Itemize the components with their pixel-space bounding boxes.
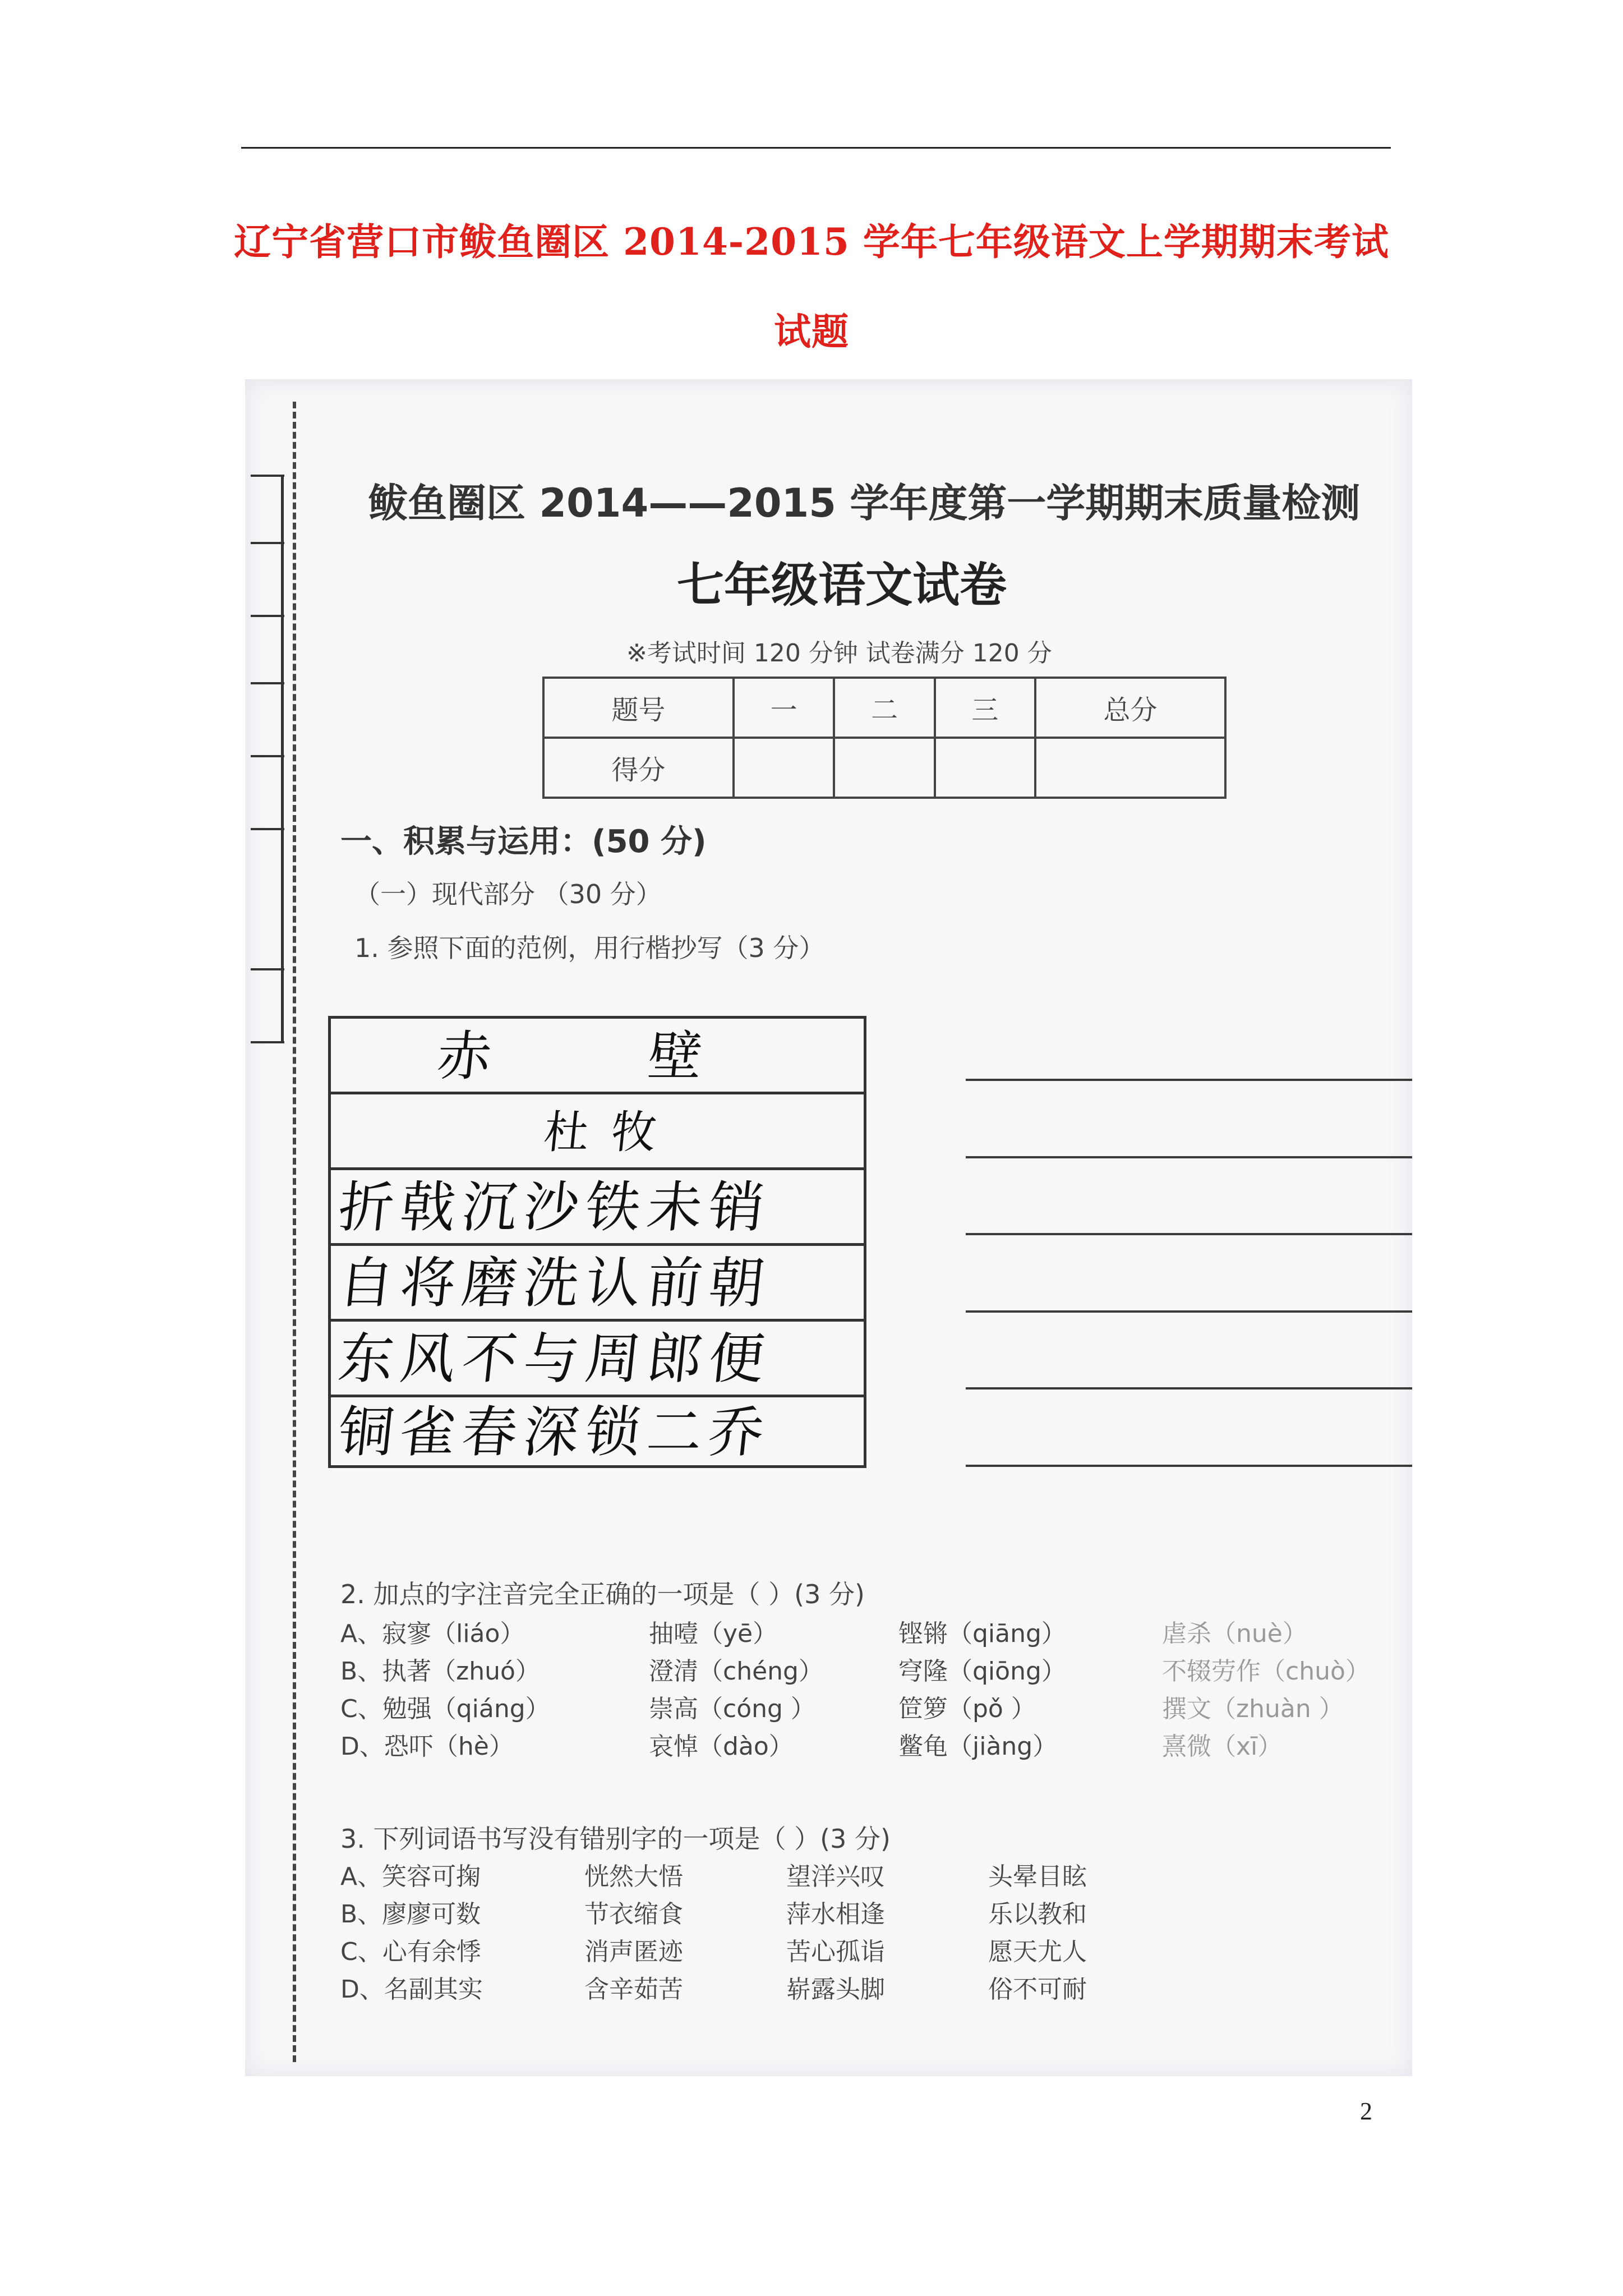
- q2-option-d-1: D、恐吓（hè）: [340, 1732, 514, 1761]
- q2-option-c-3: 笸箩（pǒ ）: [898, 1695, 1036, 1723]
- binding-tick: [251, 1041, 284, 1043]
- writing-line: [966, 1387, 1412, 1389]
- q3-option-a-4: 头晕目眩: [988, 1862, 1087, 1891]
- binding-tick: [251, 828, 284, 830]
- score-header-cell: 题号: [543, 678, 734, 738]
- writing-line: [966, 1079, 1412, 1081]
- q2-option-c-2: 崇高（cóng ）: [649, 1695, 815, 1723]
- binding-tick: [251, 475, 284, 477]
- q2-option-d-3: 鳖龟（jiàng）: [898, 1732, 1058, 1761]
- poem-line: 东风不与周郎便: [331, 1322, 864, 1397]
- q2-option-b-3: 穹隆（qiōng）: [898, 1657, 1066, 1686]
- q3-option-d-1: D、名副其实: [340, 1975, 483, 2004]
- q2-option-a-1: A、寂寥（liáo）: [340, 1619, 525, 1648]
- score-table-header-row: [543, 678, 1225, 738]
- exam-time-note: ※考试时间 120 分钟 试卷满分 120 分: [626, 639, 1052, 668]
- q3-option-d-2: 含辛茹苦: [584, 1975, 683, 2004]
- binding-tick: [251, 542, 284, 544]
- score-blank-cell: [1035, 738, 1225, 798]
- writing-line: [966, 1465, 1412, 1467]
- q2-option-c-4: 撰文（zhuàn ）: [1162, 1695, 1344, 1723]
- q3-option-b-3: 萍水相逢: [786, 1900, 885, 1929]
- question-1-stem: 1. 参照下面的范例，用行楷抄写（3 分）: [354, 933, 825, 963]
- binding-dashed-line: [293, 402, 296, 2062]
- q3-option-c-2: 消声匿迹: [584, 1938, 683, 1966]
- score-header-cell: 一: [734, 678, 834, 738]
- subsection-heading: （一）现代部分 （30 分）: [354, 879, 662, 909]
- q3-option-b-2: 节衣缩食: [584, 1900, 683, 1929]
- writing-line: [966, 1310, 1412, 1313]
- document-title-continued: 试题: [774, 310, 849, 353]
- score-header-cell: 二: [834, 678, 934, 738]
- q2-option-b-2: 澄清（chéng）: [649, 1657, 823, 1686]
- q3-option-b-1: B、廖廖可数: [340, 1900, 481, 1929]
- writing-line: [966, 1233, 1412, 1235]
- question-2-stem: 2. 加点的字注音完全正确的一项是（ ）(3 分): [340, 1579, 865, 1609]
- header-rule: [241, 147, 1391, 149]
- q2-option-b-4: 不辍劳作（chuò）: [1162, 1657, 1370, 1686]
- q3-option-d-3: 崭露头脚: [786, 1975, 885, 2004]
- q3-option-a-3: 望洋兴叹: [786, 1862, 885, 1891]
- q2-option-d-2: 哀悼（dào）: [649, 1732, 794, 1761]
- score-table: [542, 677, 1227, 799]
- exam-district-heading: 鲅鱼圈区 2014——2015 学年度第一学期期末质量检测: [368, 480, 1361, 526]
- q3-option-c-4: 愿天尤人: [988, 1938, 1087, 1966]
- binding-tick: [251, 682, 284, 684]
- q2-option-a-4: 虐杀（nuè）: [1162, 1619, 1307, 1648]
- binding-tick: [251, 615, 284, 617]
- exam-grade-heading: 七年级语文试卷: [677, 558, 1007, 613]
- q2-option-b-1: B、执著（zhuó）: [340, 1657, 540, 1686]
- score-table-score-row: [543, 738, 1225, 798]
- q3-option-a-2: 恍然大悟: [584, 1862, 683, 1891]
- score-blank-cell: [734, 738, 834, 798]
- q3-option-d-4: 俗不可耐: [988, 1975, 1087, 2004]
- score-blank-cell: [834, 738, 934, 798]
- q3-option-c-1: C、心有余悸: [340, 1938, 481, 1966]
- binding-tick: [251, 968, 284, 970]
- binding-tick: [251, 755, 284, 757]
- score-header-cell: 总分: [1035, 678, 1225, 738]
- poem-line: 折戟沉沙铁未销: [331, 1170, 864, 1246]
- binding-bracket: [281, 475, 284, 1041]
- poem-line: 铜雀春深锁二乔: [331, 1397, 864, 1468]
- q2-option-c-1: C、勉强（qiáng）: [340, 1695, 550, 1723]
- q2-option-a-3: 铿锵（qiāng）: [898, 1619, 1066, 1648]
- section-heading: 一、积累与运用：(50 分): [340, 823, 707, 860]
- calligraphy-sample-box: [328, 1016, 866, 1468]
- q3-option-c-3: 苦心孤诣: [786, 1938, 885, 1966]
- score-header-cell: 三: [935, 678, 1035, 738]
- poem-author: 杜牧: [331, 1094, 864, 1170]
- question-3-stem: 3. 下列词语书写没有错别字的一项是（ ）(3 分): [340, 1824, 891, 1854]
- scanned-exam-sheet: [245, 379, 1412, 2076]
- page-number: 2: [1360, 2097, 1372, 2125]
- document-title: 辽宁省营口市鲅鱼圈区 2014-2015 学年七年级语文上学期期末考试: [234, 220, 1389, 264]
- poem-title: 赤壁: [331, 1019, 864, 1094]
- poem-line: 自将磨洗认前朝: [331, 1246, 864, 1322]
- q2-option-a-2: 抽噎（yē）: [649, 1619, 778, 1648]
- q3-option-b-4: 乐以教和: [988, 1900, 1087, 1929]
- score-blank-cell: [935, 738, 1035, 798]
- score-row-label: 得分: [543, 738, 734, 798]
- q3-option-a-1: A、笑容可掬: [340, 1862, 481, 1891]
- q2-option-d-4: 熹微（xī）: [1162, 1732, 1283, 1761]
- writing-line: [966, 1156, 1412, 1158]
